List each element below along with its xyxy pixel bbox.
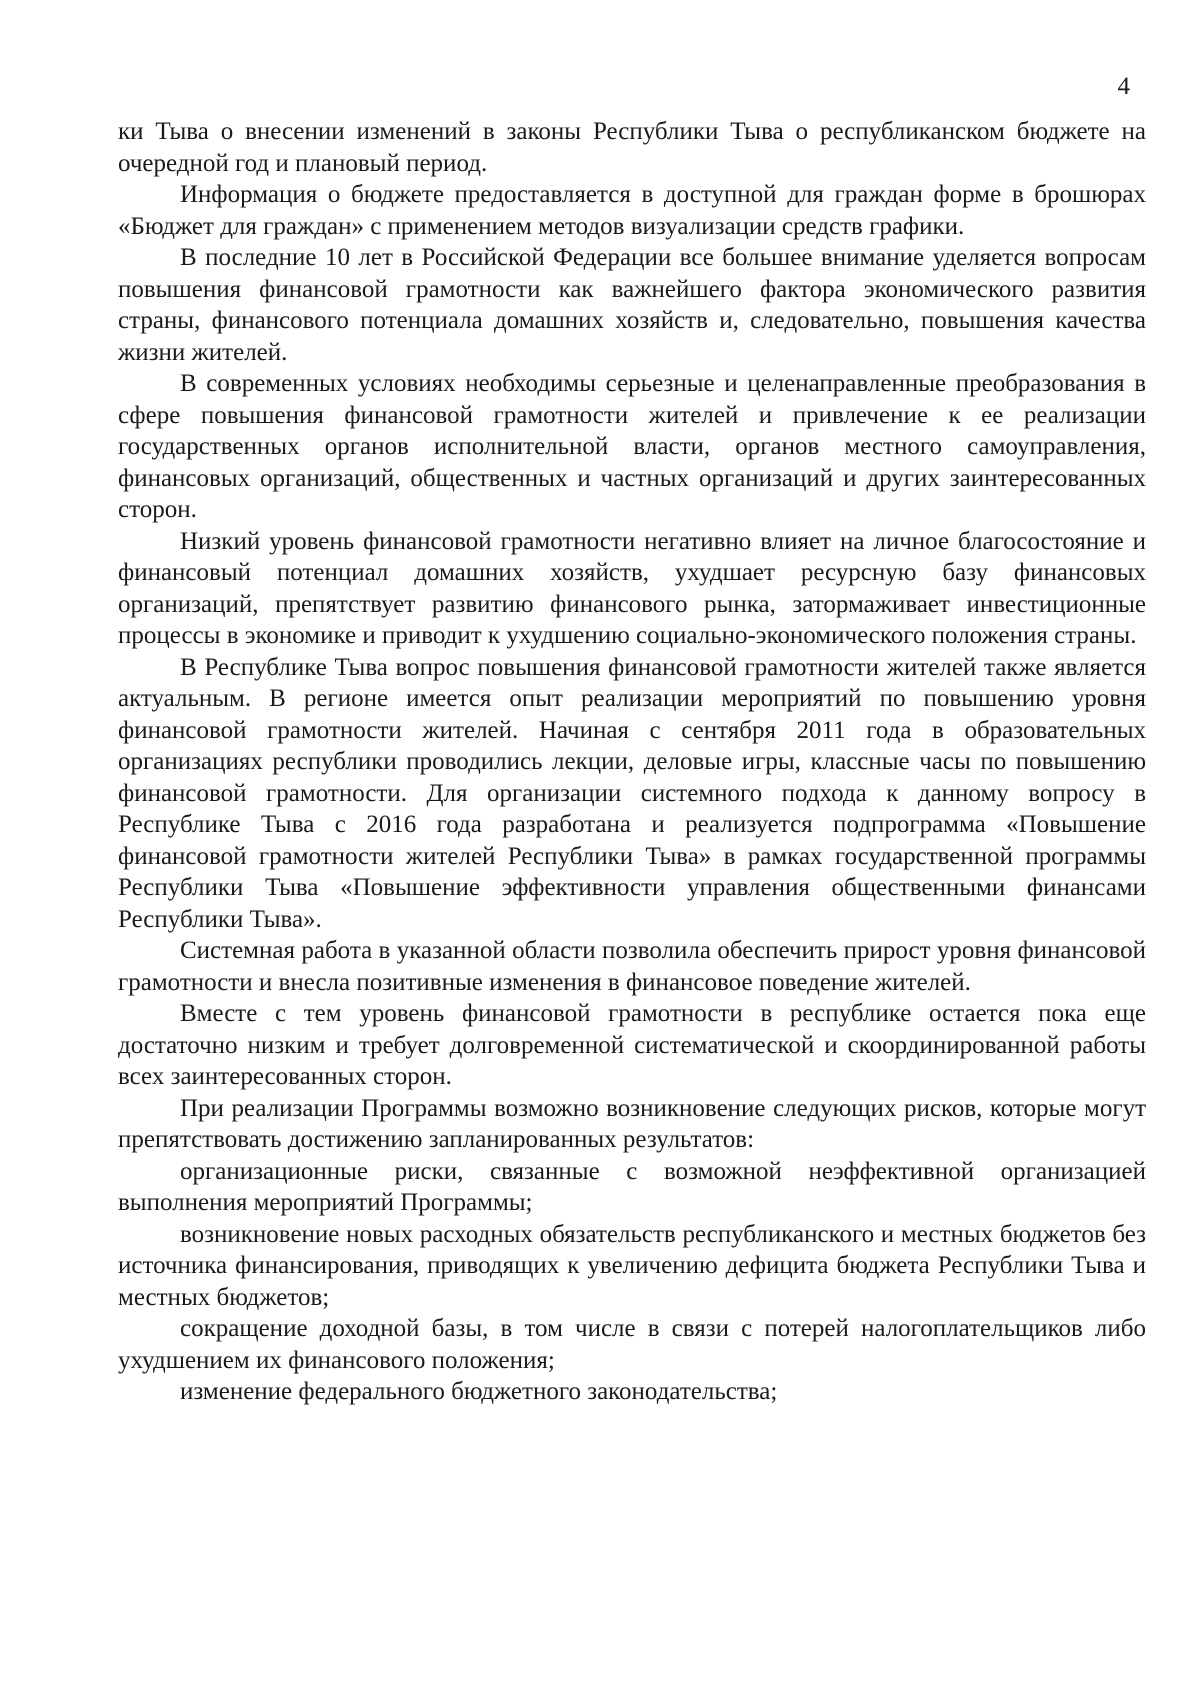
page-number: 4 — [1117, 73, 1130, 100]
paragraph-budget-info: Информация о бюджете предоставляется в доступной для граждан форме в брошюрах «Бюджет для граждан» с применением методов визуализации средств графики. — [118, 181, 1146, 240]
list-item-risk-obligations: возникновение новых расходных обязательств республиканского и местных бюджетов без источника финансирования, приводящих к увеличению дефицита бюджета Республики Тыва и местных бюджетов; — [118, 1220, 1146, 1311]
list-item-risk-organizational: организационные риски, связанные с возможной неэффективной организацией выполнения мероприятий Программы; — [118, 1157, 1146, 1216]
document-body — [118, 116, 1146, 1408]
paragraph-financial-literacy-attention: В последние 10 лет в Российской Федерации все большее внимание уделяется вопросам повышения финансовой грамотности как важнейшего фактора экономического развития страны, финансового потенциала домашних хозяйств и, следовательно, повышения качества жизни жителей. — [118, 244, 1146, 366]
paragraph-transformations: В современных условиях необходимы серьезные и целенаправленные преобразования в сфере повышения финансовой грамотности жителей и привлечение к ее реализации государственных органов исполнительной власти, органов местного самоуправления, финансовых организаций, общественных и частных организаций и других заинтересованных сторон. — [118, 370, 1146, 523]
paragraph-still-low: Вместе с тем уровень финансовой грамотности в республике остается пока еще достаточно низким и требует долговременной систематической и скоординированной работы всех заинтересованных сторон. — [118, 1000, 1146, 1090]
paragraph-continuation: ки Тыва о внесении изменений в законы Республики Тыва о республиканском бюджете на очередной год и плановый период. — [118, 118, 1146, 177]
paragraph-risks-intro: При реализации Программы возможно возникновение следующих рисков, которые могут препятствовать достижению запланированных результатов: — [118, 1094, 1146, 1153]
paragraph-systemic-work: Системная работа в указанной области позволила обеспечить прирост уровня финансовой грамотности и внесла позитивные изменения в финансовое поведение жителей. — [118, 937, 1146, 996]
list-item-risk-revenue: сокращение доходной базы, в том числе в связи с потерей налогоплательщиков либо ухудшением их финансового положения; — [118, 1315, 1146, 1374]
list-item-risk-legislation: изменение федерального бюджетного законодательства; — [180, 1378, 778, 1405]
paragraph-low-literacy: Низкий уровень финансовой грамотности негативно влияет на личное благосостояние и финансовый потенциал домашних хозяйств, ухудшает ресурсную базу финансовых организаций, препятствует развитию финансового рынка, затормаживает инвестиционные процессы в экономике и приводит к ухудшению социально-экономического положения страны. — [118, 527, 1146, 649]
paragraph-tyva-republic: В Республике Тыва вопрос повышения финансовой грамотности жителей также является актуальным. В регионе имеется опыт реализации мероприятий по повышению уровня финансовой грамотности жителей. Начиная с сентября 2011 года в образовательных организациях республики проводились лекции, деловые игры, классные часы по повышению финансовой грамотности. Для организации системного подхода к данному вопросу в Республике Тыва с 2016 года разработана и реализуется подпрограмма «Повышение финансовой грамотности жителей Республики Тыва» в рамках государственной программы Республики Тыва «Повышение эффективности управления общественными финансами Республики Тыва». — [118, 653, 1146, 933]
